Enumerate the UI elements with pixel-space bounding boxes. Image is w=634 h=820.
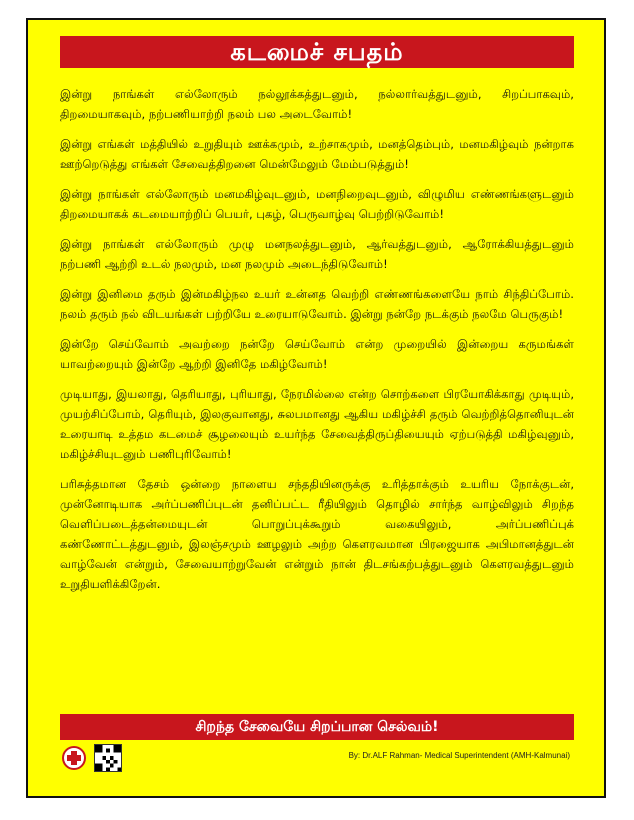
- footer-slogan: சிறந்த சேவையே சிறப்பான செல்வம்!: [60, 714, 574, 740]
- pledge-paragraph-2: இன்று எங்கள் மத்தியில் உறுதியும் ஊக்கமும், உற்சாகமும், மனத்தெம்பும், மனமகிழ்வும் நன்றாக ஊற்றெடுத்து எங்கள் சேவைத்திறனை மென்மேலும் மேம்படுத்தும்!: [60, 137, 574, 171]
- poster-frame: [26, 18, 606, 798]
- pledge-paragraph-5: இன்று இனிமை தரும் இன்மகிழ்நல உயர் உன்னத வெற்றி எண்ணங்களையே நாம் சிந்திப்போம். நலம் தரும் நல் விடயங்கள் பற்றியே உரையாடுவோம். இன்று நன்றே நடக்கும் நலமே பெருகும்!: [60, 287, 574, 321]
- author-credit: By: Dr.ALF Rahman- Medical Superintendent (AMH-Kalmunai): [348, 751, 570, 760]
- pledge-paragraph-6: இன்றே செய்வோம் அவற்றை நன்றே செய்வோம் என்ற முறையில் இன்றைய கருமங்கள் யாவற்றையும் இன்றே ஆற்றி இனிதே மகிழ்வோம்!: [60, 337, 574, 371]
- pledge-paragraph-3: இன்று நாங்கள் எல்லோரும் மனமகிழ்வுடனும், மனநிறைவுடனும், விழுமிய எண்ணங்களுடனும் திறமையாகக் கடமையாற்றிப் பெயர், புகழ், பெருவாழ்வு பெற்றிடுவோம்!: [60, 187, 574, 221]
- pledge-content: [60, 84, 574, 604]
- pledge-paragraph-8: பரிசுத்தமான தேசம் ஒன்றை நாளைய சந்ததியினருக்கு உரித்தாக்கும் உயரிய நோக்குடன், முன்னோடியாக அர்ப்பணிப்புடன் தனிப்பட்ட ரீதியிலும் தொழில் சார்ந்த வாழ்விலும் சிறந்த வெளிப்படைத்தன்மையுடன் பொறுப்புக்கூறும் வகையிலும், அர்ப்பணிப்புக் கண்ணோட்டத்துடனும், இலஞ்சமும் ஊழலும் அற்ற கௌரவமான பிரஜையாக அபிமானத்துடன் வாழ்வேன் என்றும், சேவையாற்றுவேன் என்றும் நான் திடசங்கற்பத்துடனும் கௌரவத்துடனும் உறுதியளிக்கிறேன்.: [60, 477, 574, 591]
- pledge-paragraph-1: இன்று நாங்கள் எல்லோரும் நல்லூக்கத்துடனும், நல்லார்வத்துடனும், சிறப்பாகவும், திறமையாகவும், நற்பணியாற்றி நலம் பல அடைவோம்!: [60, 87, 574, 121]
- pledge-paragraph-4: இன்று நாங்கள் எல்லோரும் முழு மனநலத்துடனும், ஆர்வத்துடனும், ஆரோக்கியத்துடனும் நற்பணி ஆற்றி உடல் நலமும், மன நலமும் அடைந்திடுவோம்!: [60, 237, 574, 271]
- hospital-logo-icon: [62, 746, 86, 770]
- poster-title: கடமைச் சபதம்: [60, 36, 574, 68]
- pledge-paragraph-7: முடியாது, இயலாது, தெரியாது, புரியாது, நேரமில்லை என்ற சொற்களை பிரயோகிக்காது முடியும், முயற்சிப்போம், தெரியும், இலகுவானது, சுலபமானது ஆகிய மகிழ்ச்சி தரும் வெற்றித்தொனியுடன் உரையாடி உத்தம கடமைச் சூழலையும் உயர்ந்த சேவைத்திருப்தியையும் ஏற்படுத்தி மகிழ்வுனும், மகிழ்ச்சியுடனும் பணிபுரிவோம்!: [60, 387, 574, 461]
- qr-code-icon[interactable]: [94, 744, 122, 772]
